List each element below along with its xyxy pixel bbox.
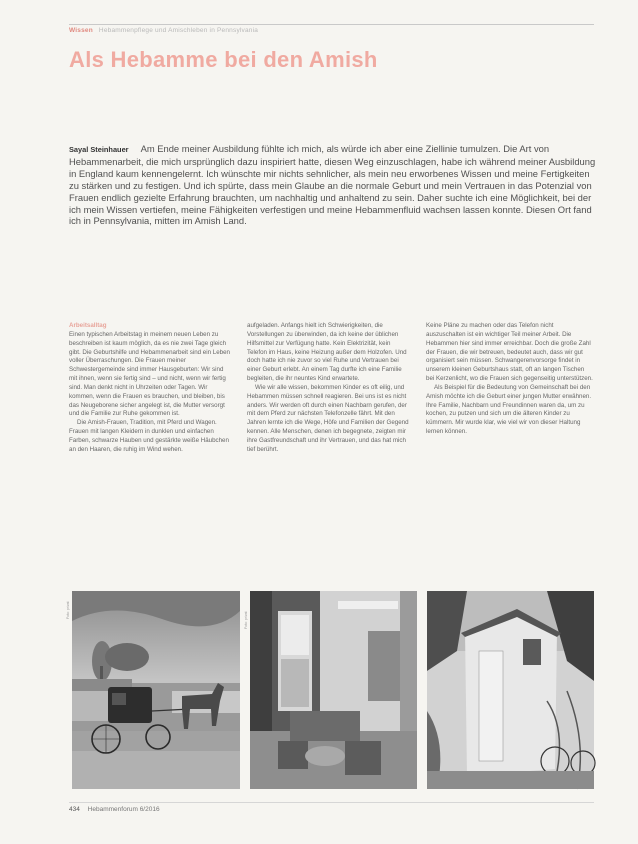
paragraph: Wie wir alle wissen, bekommen Kinder es oft eilig, und Hebammen müssen schnell reagieren. Bei uns ist es nicht anders. Wir werden oft durch einen Nachbarn gerufen, der mit dem Pferd zur nächsten Telefonzelle fährt. Mit den Jahren lernte ich die Wege, Höfe und Familien der Gegend kennen. Alle Menschen, denen ich begegnete, zeigten mir ihre Gastfreundschaft und ihr Vertrauen, und das hat mich tief berührt. [247,383,409,453]
text-column-2 [247,322,410,455]
photo-interior-room [244,591,417,789]
photo-outhouse [427,591,594,789]
photo-credit: Foto: privat [66,601,70,619]
author-name: Sayal Steinhauer [69,145,129,154]
paragraph: Einen typischen Arbeitstag in meinem neuen Leben zu beschreiben ist kaum möglich, da es nie zwei Tage gleich gibt. Die Geburtshilfe und Hebammenarbeit sind ein Leben voller Überraschungen. Die Frauen meiner Schwestergemeinde sind immer Hausgeburten: Wir sind mit ihnen, wenn sie fertig sind – und nicht, wenn wir fertig sind. Man denkt nicht in Uhrzeiten oder Tagen. Wir kommen, wenn die Frauen es brauchen, und bleiben, bis das Neugeborene sicher angelegt ist, die Mutter versorgt und die Familie zur Ruhe gekommen ist. [69,330,230,418]
article-intro [69,143,597,227]
paragraph: Als Beispiel für die Bedeutung von Gemeinschaft bei den Amish möchte ich die Geburt einer jungen Mutter erwähnen. Ihre Familie, Nachbarn und Freundinnen waren da, um zu kochen, zu putzen und sich um die älteren Kinder zu kümmern. Mir wurde klar, wie viel wir von dieser Haltung lernen können. [426,383,592,436]
article-title: Als Hebamme bei den Amish [69,47,378,72]
paragraph: Keine Pläne zu machen oder das Telefon nicht auszuschalten ist ein wichtiger Teil meiner Arbeit. Die Hebammen hier sind immer erreichbar. Doch die große Zahl der Frauen, die wir betreuen, bedeutet auch, dass wir gut organisiert sein müssen. Schwangerenvorsorge findet in unserem kleinen Geburtshaus statt, oft an langen Tischen bei Kerzenlicht, wo die Frauen sich gegenseitig unterstützen. [426,322,593,383]
header-subtitle: Hebammenpflege und Amischleben in Pennsylvania [98,27,259,34]
journal-name: Hebammenforum 6/2016 [87,806,160,813]
intro-text: Am Ende meiner Ausbildung fühlte ich mich, als würde ich aber eine Ziellinie tumulzen. Die Art von Hebammenarbeit, die mich ursprünglich dazu inspiriert hatte, diesen Weg einzuschlagen, habe ich während meiner Ausbildung in England kaum kennengelernt. Ich wünschte mir nichts sehnlicher, als mein neu erworbenes Wissen und meine Fertigkeiten zu stärken und zu festigen. Und ich spürte, dass mein Glaube an die normale Geburt und mein Vertrauen in das Potenzial von Frauen endlich gezielte Erfahrung brauchten, um nachhaltig und anhaltend zu sein. Daher suchte ich eine Möglichkeit, bei der ich mein Wissen vertiefen, meine Fähigkeiten verfestigen und meine Hebammenfluid wachsen lassen konnte. Diesen Ort fand ich in Pennsylvania, mitten im Amish Land. [69,143,596,227]
page-footer [69,806,160,813]
page-number: 434 [69,806,80,813]
footer-rule [69,802,594,803]
section-label: Wissen [69,27,93,34]
paragraph: Die Amish-Frauen, Tradition, mit Pferd und Wagen. Frauen mit langen Kleidern in dunklen und einfachen Farben, schwarze Hauben und gestärkte weiße Häubchen an den Haaren, die ruhig im Wind wehen. [69,419,229,453]
header-rule [69,24,594,25]
column-subhead: Arbeitsalltag [69,322,107,329]
photo-credit: Foto: privat [244,611,248,629]
photo-amish-buggy [66,591,240,789]
paragraph: aufgeladen. Anfangs hielt ich Schwierigkeiten, die Vorstellungen zu überwinden, da ich keine der üblichen Hilfsmittel zur Verfügung hatte. Kein Elektrizität, kein Telefon im Haus, keine Heizung außer dem Holzofen. Und doch hatte ich nie zuvor so viel Ruhe und Vertrauen bei einer Geburt erlebt. An einem Tag durfte ich eine Familie begleiten, die ihr neuntes Kind erwartete. [247,322,407,383]
running-header [69,27,258,34]
text-column-1 [69,322,232,455]
text-column-3 [426,322,594,437]
